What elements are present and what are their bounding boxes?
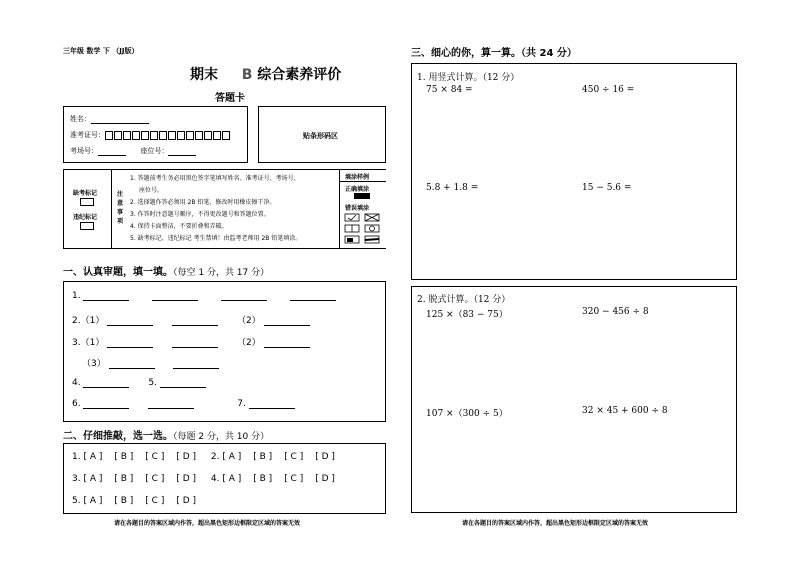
exam-room-line[interactable] <box>98 147 126 156</box>
calc-item: 5.8 + 1.8 = <box>426 183 479 193</box>
option-b[interactable]: [ B ] <box>114 474 134 484</box>
option-d[interactable]: [ D ] <box>176 452 197 462</box>
option-b[interactable]: [ B ] <box>253 452 273 462</box>
section1-answer-box <box>63 281 386 422</box>
s1-q3b-label: （2） <box>236 338 261 348</box>
correct-fill-sample <box>354 193 370 199</box>
notice-item: 1. 答题前考生务必用黑色签字笔填写姓名、准考证号、考场号、 <box>130 175 300 182</box>
part1-title: 1. 用竖式计算。（12 分） <box>417 73 520 83</box>
option-a[interactable]: [ A ] <box>222 452 242 462</box>
option-c[interactable]: [ C ] <box>145 496 165 506</box>
option-c[interactable]: [ C ] <box>284 474 304 484</box>
s1-q6-label: 6. <box>72 399 81 409</box>
calc-item: 32 × 45 + 600 ÷ 8 <box>582 406 668 416</box>
seat-label: 座位号： <box>140 147 169 155</box>
exam-id-cell[interactable] <box>132 131 140 140</box>
answer-blank[interactable] <box>264 325 310 326</box>
s1-q3-label: 3.（1） <box>72 338 105 348</box>
exam-id-cells[interactable] <box>105 131 231 139</box>
answer-blank[interactable] <box>264 347 310 348</box>
s1-q7-label: 7. <box>237 399 246 409</box>
marks-cell <box>64 170 112 248</box>
s1-q3c-label: （3） <box>82 359 106 369</box>
wrong-fill-samples <box>343 213 385 247</box>
missing-mark-box[interactable] <box>80 198 94 206</box>
exam-id-cell[interactable] <box>141 131 149 140</box>
section2-score: （每题 2 分，共 10 分） <box>173 432 270 442</box>
instruction-box <box>63 169 386 249</box>
exam-id-cell[interactable] <box>186 131 194 140</box>
notice-item: 3. 作答时注意题号顺序，不得更改题号和答题位置。 <box>130 211 270 218</box>
exam-room-label: 考场号： <box>70 147 98 155</box>
s1-q2b-label: （2） <box>236 316 261 326</box>
wrong-fill-label: 错误填涂 <box>345 205 370 212</box>
exam-id-cell[interactable] <box>222 131 230 140</box>
s1-row-2 <box>72 313 310 326</box>
name-field[interactable] <box>70 114 149 124</box>
s1-q1-label: 1. <box>72 291 81 301</box>
part2-title: 2. 脱式计算。（12 分） <box>417 295 511 305</box>
answer-blank[interactable] <box>221 300 267 301</box>
section3-part2-box <box>411 286 737 513</box>
notice-item: 5. 缺考标记、违纪标记 考生禁填！由监考老师用 2B 铅笔填涂。 <box>130 235 302 242</box>
student-info-box <box>63 106 248 163</box>
exam-id-cell[interactable] <box>195 131 203 140</box>
section1-heading <box>63 263 269 278</box>
answer-blank[interactable] <box>83 387 129 388</box>
exam-id-cell[interactable] <box>105 131 113 140</box>
correct-fill-label: 正确填涂 <box>345 186 370 193</box>
option-b[interactable]: [ B ] <box>114 496 134 506</box>
s1-row-3c <box>82 356 219 369</box>
footer-note-right: 请在各题目的答案区域内作答，超出黑色矩形边框限定区域的答案无效 <box>462 520 649 527</box>
fill-example-cell <box>339 170 386 248</box>
exam-id-cell[interactable] <box>168 131 176 140</box>
barcode-label: 贴条形码区 <box>303 132 338 140</box>
section1-title: 一、认真审题，填一填。 <box>63 267 173 278</box>
section2-answer-box <box>63 443 386 514</box>
calc-item: 15 − 5.6 = <box>582 183 632 193</box>
answer-blank[interactable] <box>107 325 153 326</box>
calc-item: 450 ÷ 16 = <box>582 85 635 95</box>
option-a[interactable]: [ A ] <box>83 474 103 484</box>
name-label: 姓名： <box>70 115 91 123</box>
s1-q4-label: 4. <box>72 378 81 388</box>
barcode-area <box>258 106 386 163</box>
option-c[interactable]: [ C ] <box>284 452 304 462</box>
section2-title: 二、仔细推敲，选一选。 <box>63 431 173 442</box>
fill-example-title: 填涂样例 <box>345 174 370 181</box>
calc-item: 107 ×（300 ÷ 5） <box>426 409 508 419</box>
s1-q2-label: 2.（1） <box>72 316 105 326</box>
option-b[interactable]: [ B ] <box>253 474 273 484</box>
s2-q4-label: 4. <box>210 474 220 484</box>
option-b[interactable]: [ B ] <box>114 452 134 462</box>
subtitle: 答题卡 <box>215 93 245 104</box>
answer-blank[interactable] <box>152 300 198 301</box>
s2-q1-label: 1. <box>72 452 81 462</box>
s1-q5-label: 5. <box>148 378 157 388</box>
page-title <box>190 64 341 84</box>
exam-id-cell[interactable] <box>150 131 158 140</box>
section3-title: 三、细心的你，算一算。（共 24 分） <box>411 48 577 59</box>
notice-item: 座位号。 <box>139 187 164 194</box>
answer-blank[interactable] <box>290 300 336 301</box>
answer-blank[interactable] <box>160 387 206 388</box>
answer-blank[interactable] <box>173 368 219 369</box>
option-d[interactable]: [ D ] <box>176 496 197 506</box>
violation-label: 违纪标记 <box>73 214 98 221</box>
s2-q3-label: 3. <box>72 474 81 484</box>
s2-row-3 <box>72 474 335 484</box>
s2-row-1 <box>72 452 335 462</box>
calc-item: 320 − 456 ÷ 8 <box>582 307 649 317</box>
exam-id-label: 准考证号： <box>70 131 105 139</box>
exam-id-cell[interactable] <box>123 131 131 140</box>
answer-blank[interactable] <box>83 408 129 409</box>
s1-row-6 <box>72 399 295 409</box>
grade-label: 三年级 数学 下 （JJ版） <box>63 47 139 55</box>
missing-label: 缺考标记 <box>73 190 98 197</box>
section2-heading <box>63 427 269 442</box>
option-d[interactable]: [ D ] <box>315 452 335 462</box>
exam-id-cell[interactable] <box>159 131 167 140</box>
option-d[interactable]: [ D ] <box>176 474 197 484</box>
exam-id-cell[interactable] <box>204 131 212 140</box>
answer-blank[interactable] <box>172 325 218 326</box>
answer-blank[interactable] <box>249 408 295 409</box>
footer-note-left: 请在各题目的答案区域内作答，超出黑色矩形边框限定区域的答案无效 <box>114 520 301 527</box>
section1-score: （每空 1 分，共 17 分） <box>173 268 270 278</box>
answer-blank[interactable] <box>109 368 155 369</box>
seat-line[interactable] <box>168 147 196 156</box>
title-prefix: 期末 <box>190 67 218 83</box>
s1-row-3 <box>72 335 310 348</box>
s2-q5-label: 5. <box>72 496 81 506</box>
title-suffix: 综合素养评价 <box>257 67 342 83</box>
violation-mark-box[interactable] <box>80 222 94 230</box>
option-d[interactable]: [ D ] <box>315 474 335 484</box>
s1-row-4 <box>72 378 206 388</box>
calc-item: 125 ×（83 − 75） <box>426 310 508 320</box>
s2-row-5 <box>72 496 208 506</box>
notice-label: 注意事项 <box>117 191 124 225</box>
answer-blank[interactable] <box>148 408 194 409</box>
exam-id-cell[interactable] <box>114 131 122 140</box>
calc-item: 75 × 84 = <box>426 85 473 95</box>
room-seat-field <box>70 146 196 156</box>
answer-blank[interactable] <box>172 347 218 348</box>
option-a[interactable]: [ A ] <box>222 474 242 484</box>
option-a[interactable]: [ A ] <box>83 496 103 506</box>
notice-list <box>130 173 301 245</box>
s1-row-1 <box>72 291 336 301</box>
s2-q2-label: 2. <box>210 452 220 462</box>
answer-blank[interactable] <box>107 347 153 348</box>
option-c[interactable]: [ C ] <box>145 474 165 484</box>
exam-id-cell[interactable] <box>177 131 185 140</box>
notice-item: 4. 保持卡面整洁，不要折叠和弄破。 <box>130 223 228 230</box>
answer-blank[interactable] <box>83 300 129 301</box>
exam-id-field[interactable] <box>70 130 231 140</box>
title-letter: B <box>241 67 253 83</box>
name-line[interactable] <box>91 115 149 124</box>
section3-part1-box <box>411 63 737 280</box>
notice-item: 2. 选择题作答必须用 2B 铅笔，修改时用橡皮擦干净。 <box>130 199 276 206</box>
option-a[interactable]: [ A ] <box>83 452 103 462</box>
option-c[interactable]: [ C ] <box>145 452 165 462</box>
exam-id-cell[interactable] <box>213 131 221 140</box>
